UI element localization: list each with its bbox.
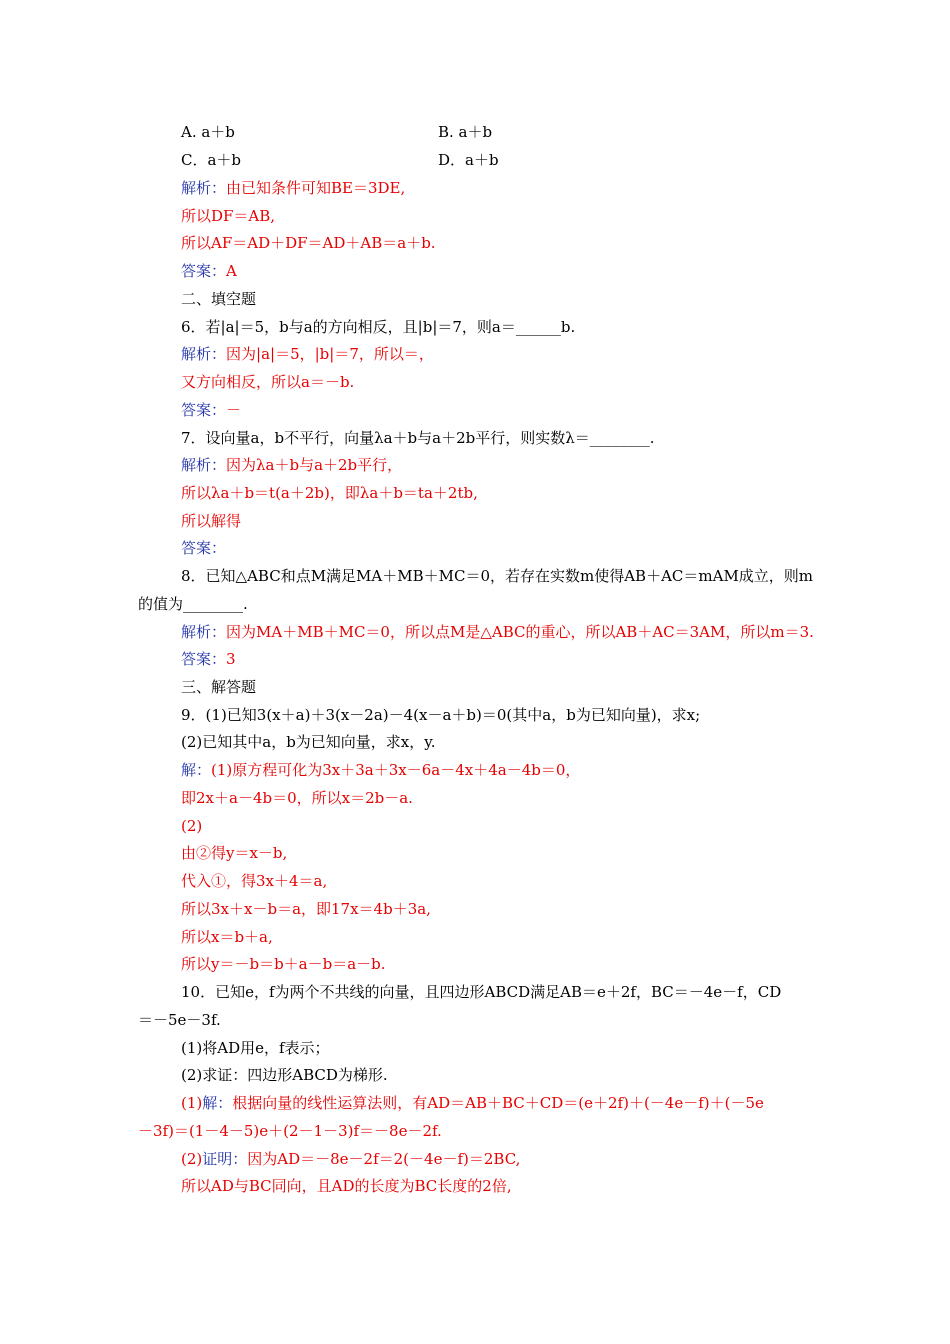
q10-solution-line-2: －3f)＝(1－4－5)e＋(2－1－3)f＝－8e－2f. [138, 1122, 442, 1140]
solution-label: 解： [202, 1094, 233, 1112]
q8-question-line-1: 8．已知△ABC和点M满足MA＋MB＋MC＝0，若存在实数m使得AB＋AC＝mAM成立，则m [181, 567, 814, 585]
q6-answer-value: － [226, 401, 242, 419]
q7-analysis-line-3: 所以解得 [181, 512, 242, 530]
q10-question-part-1: (1)将AD用e，f表示； [181, 1039, 330, 1057]
q6-analysis-text: 因为|a|＝5，|b|＝7，所以＝， [226, 345, 434, 363]
option-a: A. a＋b [181, 123, 235, 141]
q5-analysis-line [181, 178, 405, 198]
q5-analysis-line-3: 所以AF＝AD＋DF＝AD＋AB＝a＋b. [181, 234, 436, 252]
answer-label: 答案： [181, 539, 227, 557]
q10-solution-text: 根据向量的线性运算法则，有AD＝AB＋BC＋CD＝(e＋2f)＋(－4e－f)＋(－5e [232, 1094, 764, 1112]
analysis-label: 解析： [181, 623, 227, 641]
q10-proof-text: 因为AD＝－8e－2f＝2(－4e－f)＝2BC, [247, 1150, 521, 1168]
q9-solution-line [181, 760, 580, 780]
q6-answer-line [181, 400, 241, 420]
q10-solution-line [181, 1093, 764, 1113]
q9-solution-line-6: 所以3x＋x－b＝a，即17x＝4b＋3a, [181, 900, 431, 918]
analysis-label: 解析： [181, 179, 227, 197]
q8-analysis-line [181, 622, 814, 642]
q9-solution-text: (1)原方程可化为3x＋3a＋3x－6a－4x＋4a－4b＝0， [211, 761, 581, 779]
q5-answer-line [181, 261, 237, 281]
analysis-label: 解析： [181, 345, 227, 363]
q9-solution-line-3: (2) [181, 817, 203, 835]
answer-label: 答案： [181, 650, 227, 668]
q8-analysis-text: 因为MA＋MB＋MC＝0，所以点M是△ABC的重心，所以AB＋AC＝3AM，所以m＝3. [226, 623, 814, 641]
option-b: B. a＋b [438, 123, 493, 141]
q7-analysis-line-2: 所以λa＋b＝t(a＋2b)，即λa＋b＝ta＋2tb, [181, 484, 478, 502]
q9-question-part-2: (2)已知其中a，b为已知向量，求x，y. [181, 733, 436, 751]
q5-analysis-text: 由已知条件可知BE＝3DE, [226, 179, 406, 197]
q10-proof-line [181, 1149, 520, 1169]
q7-question: 7．设向量a，b不平行，向量λa＋b与a＋2b平行，则实数λ＝________. [181, 429, 655, 447]
option-d: D．a＋b [438, 151, 499, 169]
section-heading-3: 三、解答题 [181, 678, 257, 696]
q8-question-line-2: 的值为________. [138, 595, 248, 613]
q10-question-part-2: (2)求证：四边形ABCD为梯形. [181, 1066, 388, 1084]
proof-label: 证明： [202, 1150, 248, 1168]
q8-answer-line [181, 649, 236, 669]
q9-solution-line-4: 由②得y＝x－b, [181, 844, 288, 862]
q10-proof-line-2: 所以AD与BC同向，且AD的长度为BC长度的2倍, [181, 1177, 512, 1195]
q7-analysis-text: 因为λa＋b与a＋2b平行， [226, 456, 403, 474]
q9-solution-line-2: 即2x＋a－4b＝0，所以x＝2b－a. [181, 789, 413, 807]
q8-answer-value: 3 [226, 650, 236, 668]
q6-analysis-line [181, 344, 434, 364]
answer-label: 答案： [181, 401, 227, 419]
q7-analysis-line [181, 455, 402, 475]
q6-analysis-line-2: 又方向相反，所以a＝－b. [181, 373, 355, 391]
q10-question-line-2: ＝－5e－3f. [138, 1011, 221, 1029]
q9-solution-line-5: 代入①，得3x＋4＝a, [181, 872, 328, 890]
q10-part-1-number: (1) [181, 1094, 203, 1112]
q9-question-part-1: 9．(1)已知3(x＋a)＋3(x－2a)－4(x－a＋b)＝0(其中a，b为已知向量)，求x; [181, 706, 701, 724]
option-c: C．a＋b [181, 151, 242, 169]
q9-solution-line-7: 所以x＝b＋a, [181, 928, 273, 946]
q9-solution-line-8: 所以y＝－b＝b＋a－b＝a－b. [181, 955, 386, 973]
q6-question: 6．若|a|＝5，b与a的方向相反，且|b|＝7，则a＝______b. [181, 318, 576, 336]
q7-answer-line [181, 538, 226, 558]
answer-label: 答案： [181, 262, 227, 280]
q5-answer-value: A [226, 262, 237, 280]
section-heading-2: 二、填空题 [181, 290, 257, 308]
q10-part-2-number: (2) [181, 1150, 203, 1168]
q5-analysis-line-2: 所以DF＝AB, [181, 207, 276, 225]
solution-label: 解： [181, 761, 212, 779]
analysis-label: 解析： [181, 456, 227, 474]
q10-question-line-1: 10．已知e，f为两个不共线的向量，且四边形ABCD满足AB＝e＋2f，BC＝－4e－f，CD [181, 983, 782, 1001]
